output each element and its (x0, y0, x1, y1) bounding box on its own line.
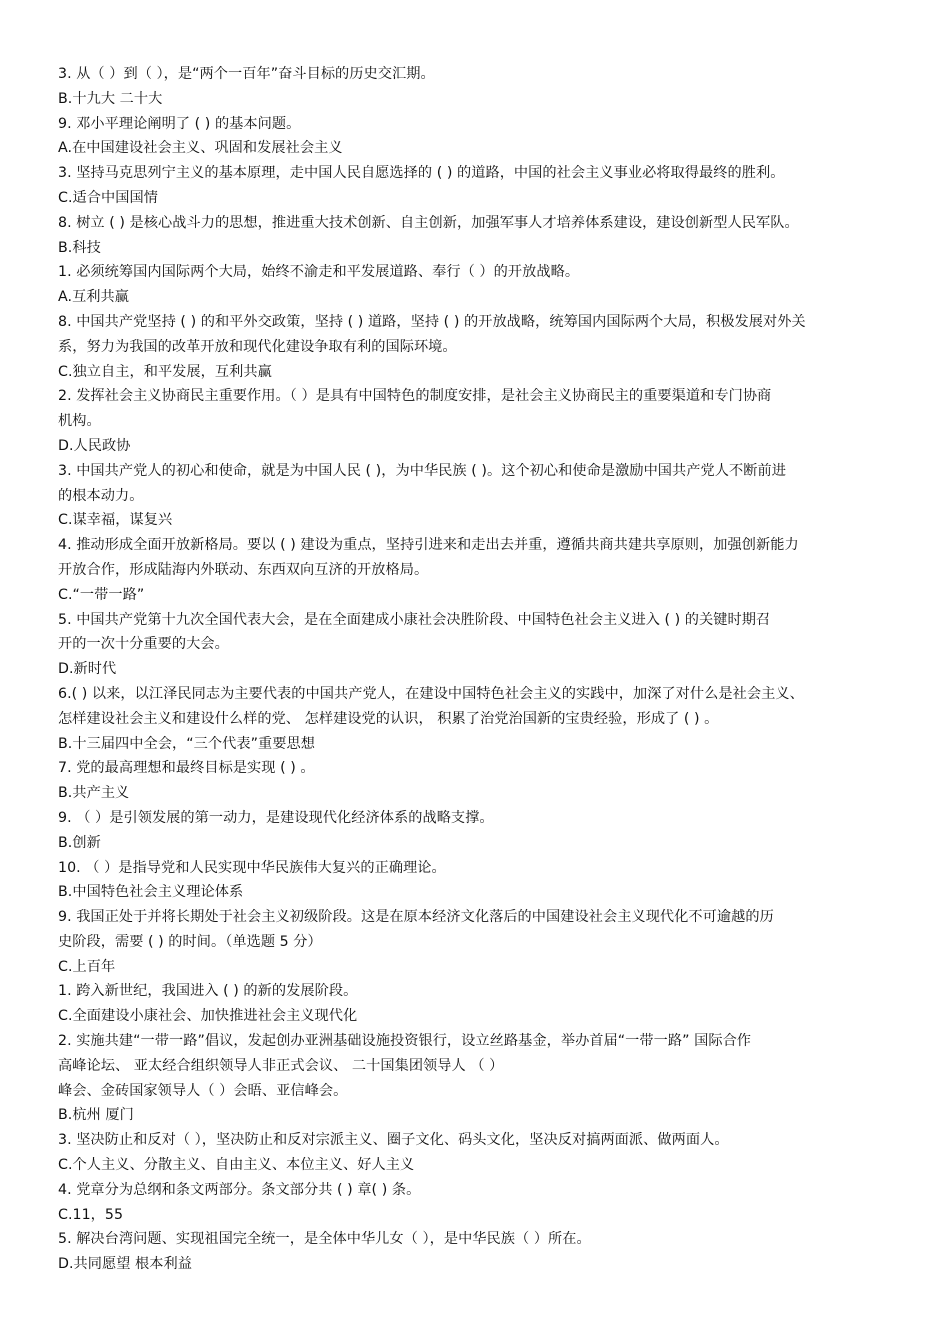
text-line: 2. 发挥社会主义协商民主重要作用。（ ）是具有中国特色的制度安排，是社会主义协商民主的重要渠道和专门协商 (58, 388, 772, 405)
text-line: D.共同愿望 根本利益 (58, 1256, 192, 1273)
text-line: B.科技 (58, 239, 101, 256)
text-line: A.在中国建设社会主义、巩固和发展社会主义 (58, 140, 343, 157)
text-line: 系，努力为我国的改革开放和现代化建设争取有利的国际环境。 (58, 338, 457, 355)
text-line: 4. 推动形成全面开放新格局。要以 ( ) 建设为重点，坚持引进来和走出去并重，遵循共商共建共享原则，加强创新能力 (58, 537, 799, 554)
text-line: B.创新 (58, 834, 101, 851)
text-line: 1. 跨入新世纪，我国进入 ( ) 的新的发展阶段。 (58, 983, 358, 1000)
text-line: 3. 从（ ）到（ ），是“两个一百年”奋斗目标的历史交汇期。 (58, 66, 435, 82)
text-line: 5. 中国共产党第十九次全国代表大会，是在全面建成小康社会决胜阶段、中国特色社会主义进入 ( ) 的关键时期召 (58, 611, 771, 628)
text-line: 开放合作，形成陆海内外联动、东西双向互济的开放格局。 (58, 561, 429, 578)
text-line: 高峰论坛、 亚太经合组织领导人非正式会议、 二十国集团领导人 （ ） (58, 1057, 504, 1074)
text-line: B.十九大 二十大 (58, 90, 163, 107)
text-line: D.人民政协 (58, 437, 131, 454)
text-line: 2. 实施共建“一带一路”倡议，发起创办亚洲基础设施投资银行，设立丝路基金，举办首届“一带一路” 国际合作 (58, 1033, 752, 1050)
text-line: A.互利共赢 (58, 289, 130, 306)
text-line: 7. 党的最高理想和最终目标是实现 ( ) 。 (58, 760, 315, 777)
text-line: 史阶段，需要 ( ) 的时间。（单选题 5 分） (58, 933, 322, 950)
text-line: 峰会、金砖国家领导人（ ）会晤、亚信峰会。 (58, 1082, 348, 1099)
text-line: 5. 解决台湾问题、实现祖国完全统一，是全体中华儿女（ ），是中华民族（ ）所在。 (58, 1231, 591, 1248)
text-line: 4. 党章分为总纲和条文两部分。条文部分共 ( ) 章( ) 条。 (58, 1181, 421, 1198)
text-line: 机构。 (58, 413, 101, 430)
text-line: C.个人主义、分散主义、自由主义、本位主义、好人主义 (58, 1157, 415, 1174)
text-line: B.杭州 厦门 (58, 1107, 134, 1124)
text-line: 9. 我国正处于并将长期处于社会主义初级阶段。这是在原本经济文化落后的中国建设社会主义现代化不可逾越的历 (58, 909, 774, 926)
text-line: 9. 邓小平理论阐明了 ( ) 的基本问题。 (58, 115, 301, 132)
text-line: 3. 坚决防止和反对（ ），坚决防止和反对宗派主义、圈子文化、码头文化，坚决反对搞两面派、做两面人。 (58, 1132, 729, 1149)
text-line: 3. 坚持马克思列宁主义的基本原理，走中国人民自愿选择的 ( ) 的道路，中国的社会主义事业必将取得最终的胜利。 (58, 165, 785, 182)
text-line: C.全面建设小康社会、加快推进社会主义现代化 (58, 1008, 358, 1025)
text-line: C.独立自主，和平发展，互利共赢 (58, 363, 272, 380)
text-line: 3. 中国共产党人的初心和使命，就是为中国人民 ( )，为中华民族 ( )。这个初心和使命是激励中国共产党人不断前进 (58, 462, 786, 479)
text-line: 怎样建设社会主义和建设什么样的党、 怎样建设党的认识， 积累了治党治国新的宝贵经验，形成了 ( ) 。 (58, 710, 719, 727)
text-line: B.十三届四中全会，“三个代表”重要思想 (58, 735, 315, 752)
text-line: D.新时代 (58, 661, 117, 678)
text-line: 8. 树立 ( ) 是核心战斗力的思想，推进重大技术创新、自主创新，加强军事人才培养体系建设，建设创新型人民军队。 (58, 214, 799, 231)
text-line: B.共产主义 (58, 785, 130, 802)
text-line: B.中国特色社会主义理论体系 (58, 884, 244, 901)
text-line: C.上百年 (58, 958, 116, 975)
text-line: 开的一次十分重要的大会。 (58, 636, 229, 653)
text-line: C.适合中国国情 (58, 189, 158, 206)
text-line: 6.( ) 以来，以江泽民同志为主要代表的中国共产党人，在建设中国特色社会主义的实践中，加深了对什么是社会主义、 (58, 685, 804, 702)
text-line: 的根本动力。 (58, 487, 144, 504)
text-line: 1. 必须统筹国内国际两个大局，始终不渝走和平发展道路、奉行（ ）的开放战略。 (58, 264, 580, 281)
text-line: 10. （ ）是指导党和人民实现中华民族伟大复兴的正确理论。 (58, 859, 446, 876)
text-line: C.“一带一路” (58, 586, 145, 603)
text-line: C.谋幸福，谋复兴 (58, 512, 173, 529)
text-line: C.11，55 (58, 1206, 124, 1223)
text-line: 9. （ ）是引领发展的第一动力，是建设现代化经济体系的战略支撑。 (58, 809, 494, 826)
text-line: 8. 中国共产党坚持 ( ) 的和平外交政策，坚持 ( ) 道路，坚持 ( ) 的开放战略，统筹国内国际两个大局，积极发展对外关 (58, 313, 806, 330)
